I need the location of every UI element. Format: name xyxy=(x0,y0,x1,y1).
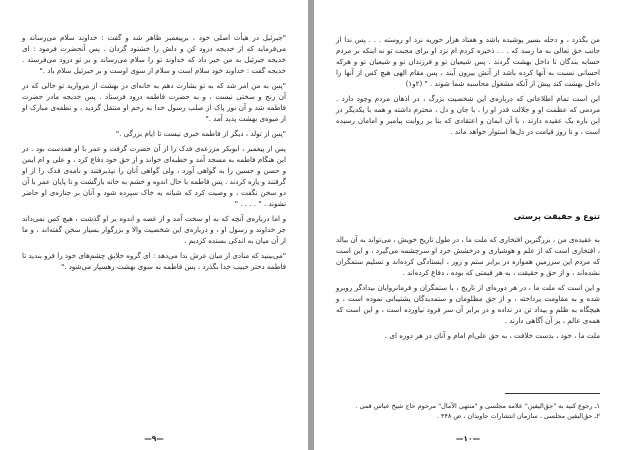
page-number-left: —۹— xyxy=(144,434,164,443)
right-paragraph: و این است که ملت ما ، در هر دوره‌ای از تاریخ ، با ستمگران و فرمانروایان بیدادگر روبرو شده و به مقاومت پرداخته ، و از حق مظلومان و ستمدیدگان پشتیبانی نموده است ، و هیچگاه به ظلم و بیداد تن در نداده و در برابر آن سر فرود نیاورده است ، و این است که همه‌ی عالم ، بر آن آگاهی دارند . xyxy=(336,283,600,325)
left-paragraph: "می‌بینید که منادی از میان عرش ندا می‌دهد : ای گروه خلایق چشم‌های خود را فرو بندید تا فاطمه دختر حبیب خدا بگذرد ، پس فاطمه به سوی بهشت رهسپار می‌شود ." xyxy=(22,251,286,271)
right-paragraph: به عقیده‌ی من ، بزرگترین افتخاری که ملت ما ، در طول تاریخ خویش ، می‌تواند به آن ببالد ، افتخاری است که از علم و هوشیاری و درخشش خرد او سرچشمه می‌گیرد ، و این است که مردم این سرزمین همواره در برابر ستم و زور ، ایستادگی کرده‌اند و تسلیم ستمگران نشده‌اند ، و از حق و حقیقت ، به هر قیمتی که بوده ، دفاع کرده‌اند . xyxy=(336,235,600,277)
left-paragraph: "پس از تولد ، دیگر از فاطمه خبری نیست تا ایام بزرگی ." xyxy=(115,129,286,138)
left-page xyxy=(0,0,308,450)
right-page-body xyxy=(336,34,600,137)
footnote-divider xyxy=(505,393,600,394)
right-paragraph: من بگذرد ، و دجله بسیر پوشیده باشد و هفتاد هزار حوریه نزد او روسته . . . پس ندا از جانب حق تعالی به ما رسد که . . . ذخیره کردم ام نزد او برای محبت تو نه اینکه بر مردم حسابه بندگان تا داخل بهشت گردند . پس شیعیان تو و فرزندان تو و شیعیان تو و هرکه احسانی نسبت به آنها کرده باشد از آتش بیرون آیند ، پس مقام الهی هیچ کس از آنها را داخل بهشت کند پیش از آنکه مشغول محاسبه شما شوند . " (۲و۱) xyxy=(336,35,600,88)
right-page-body-2 xyxy=(336,234,600,341)
footnote: ۱ـ رجوع کنید به "حق‌الیقین" علامه مجلسی و "منتهی الآمال" مرحوم حاج شیخ عباس قمی . xyxy=(355,402,600,410)
page-number-right: —۱۰— xyxy=(455,434,481,443)
section-heading: تنوع و حقیقت پرستی xyxy=(513,212,600,221)
left-paragraph: پس از پیغمبر ، ابوبکر مزرعه‌ی فدک را از آن حضرت گرفت و عمر با او همدست بود . در این هنگام فاطمه به مسجد آمد و خطبه‌ای خواند و از حق خود دفاع کرد ، و علی و ام ایمن و حسن و حسین را به گواهی آورد ، ولی گواهی آنان را نپذیرفتند و نامه‌ی فدک را از او گرفتند و پاره کردند . پس فاطمه با حال اندوه و خشم به خانه بازگشت و تا پایان عمر با آن دو سخن نگفت ، و وصیت کرد که شبانه به خاک سپرده شود و آنان بر جنازه‌ی او حاضر نشوند . " . . . . " xyxy=(22,144,286,208)
left-paragraph: "جبرئیل در هیأت اصلی خود ، برپیغمبر ظاهر شد و گفت : خداوند سلام می‌رساند و می‌فرماید که از خدیجه درود کن و دلش را خشنود گردان . پس آنحضرت فرمود : ای خدیجه جبرئیل به من خبر داد که خداوند تو را سلام می‌رساند و بر تو درود می‌فرستد . خدیجه گفت : خداوند خود سلام است و سلام از سوی اوست و بر جبرئیل سلام باد ." xyxy=(22,33,286,75)
right-page xyxy=(314,0,622,450)
footnote: ۲ـ حق‌الیقین مجلسی ، سازمان انتشارات جاویدان ، ص ۴۴۸ . xyxy=(436,412,600,420)
left-paragraph: "پس به من امر شد که به تو بشارت دهم به خانه‌ای در بهشت از مروارید تو خالی که در آن رنج و سختی نیست ، و به حضرت فاطمه درود فرستاد . پس خدیجه مادر حضرت فاطمه شد و آن نور پاک از صلب رسول خدا به رحم او منتقل گردید ، و نطفه‌ی مبارک او از میوه‌ی بهشت پدید آمد ." xyxy=(22,81,286,123)
footnotes xyxy=(336,401,600,421)
left-page-body xyxy=(22,32,286,272)
right-paragraph: ملت ما ، خود ، بدست خلافت ، به حق علی‌ام امام و آنان در هر دوره ای . xyxy=(384,331,600,340)
left-paragraph: و اما درباره‌ی آنچه که به او سخت آمد و از غصه و اندوه بر او گذشت ، هیچ کس نمی‌داند جز خداوند و رسول او ، و درباره‌ی این شخصیت والا و بزرگوار بسیار سخن گفته‌اند ، و ما از آن میان به اندکی بسنده کردیم . xyxy=(22,214,286,245)
right-paragraph: این است تمام اطلاعاتی که درباره‌ی این شخصیت بزرگ ، در اذهان مردم وجود دارد . مردمی که عظمت او و جلالت قدر او را ، با جان و دل ، محترم داشته و همه با یکدیگر در این باره یک عقیده دارند ، با آن ایمان و اعتقادی که بنا بر روایت پیامبر و امامان رسیده است ، و تا روز قیامت در دل‌ها استوار خواهد ماند . xyxy=(336,94,600,136)
